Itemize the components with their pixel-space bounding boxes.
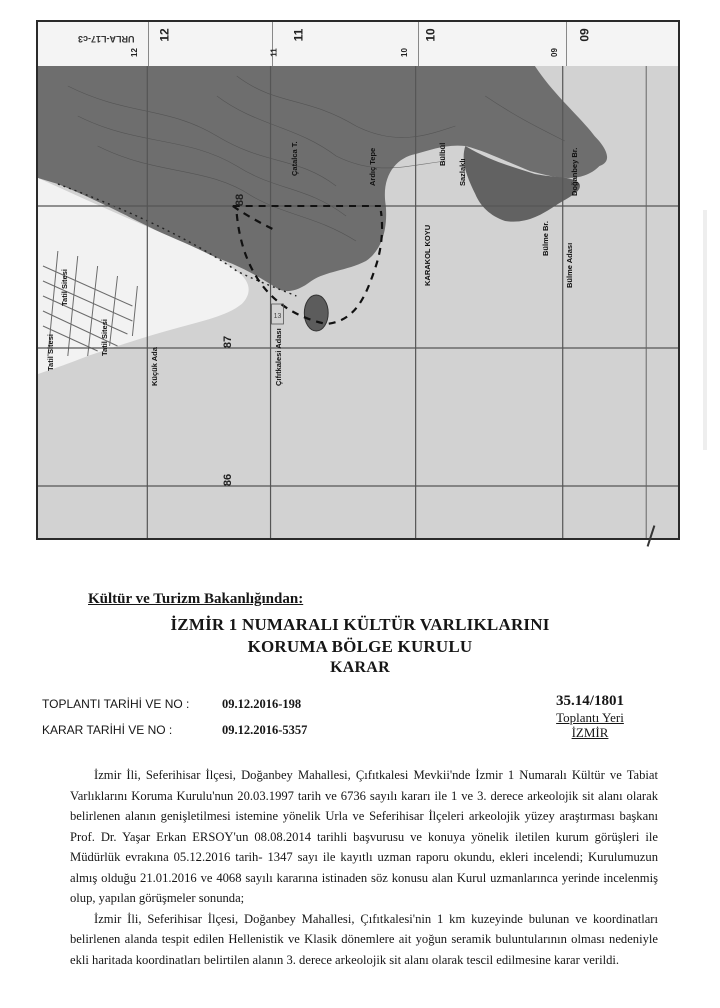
place-label: Çatalca T. xyxy=(290,141,299,176)
place-label: Tatil Sitesi xyxy=(46,334,55,371)
meeting-date-row xyxy=(42,697,302,711)
board-title-line2: KORUMA BÖLGE KURULU xyxy=(247,637,473,656)
meeting-date-value: 09.12.2016-198 xyxy=(222,697,302,711)
meeting-place: İZMİR xyxy=(571,725,609,740)
easting-tick: 10 xyxy=(423,28,438,42)
place-label: Sazlaklı xyxy=(458,158,467,186)
easting-tick-small: 12 xyxy=(129,48,139,57)
topographic-map xyxy=(36,20,680,540)
svg-text:13: 13 xyxy=(273,312,282,321)
meeting-place-label: Toplantı Yeri xyxy=(556,710,624,725)
northing-label: 88 xyxy=(234,193,247,207)
scan-edge-strip xyxy=(703,210,707,450)
decision-title: KARAR xyxy=(330,659,390,676)
northing-label: 87 xyxy=(222,335,235,349)
easting-tick-small: 11 xyxy=(269,48,279,57)
place-label: Tatil Sitesi xyxy=(100,319,109,356)
northing-label: 86 xyxy=(222,473,235,487)
decision-date-value: 09.12.2016-5357 xyxy=(222,723,308,737)
easting-tick: 12 xyxy=(157,28,172,42)
meeting-date-label: TOPLANTI TARİHİ VE NO : xyxy=(42,697,190,711)
map-sheet-header xyxy=(38,22,678,69)
decision-paragraph: İzmir İli, Seferihisar İlçesi, Doğanbey Mahallesi, Çıfıtkalesi'nin 1 km kuzeyinde bulunan ve koordinatları belirlenen alanda tespit edilen Hellenistik ve Klasik dönemlere ait yoğun seramik buluntularının olması nedeniyle ekli haritada koordinatları belirtilen alanın 3. derece arkeolojik sit alanı olarak tescil edilmesine karar verildi. xyxy=(70,911,658,967)
easting-tick-small: 10 xyxy=(399,48,409,57)
place-label: Tatil Sitesi xyxy=(60,269,69,306)
decision-body xyxy=(70,765,658,970)
easting-tick: 09 xyxy=(577,28,592,42)
decision-date-label: KARAR TARİHİ VE NO : xyxy=(42,723,173,737)
map-body xyxy=(38,66,678,540)
reference-number: 35.14/1801 xyxy=(556,693,624,709)
place-label: Bülme Br. xyxy=(541,220,550,256)
board-title-line1: İZMİR 1 NUMARALI KÜLTÜR VARLIKLARINI xyxy=(170,615,550,634)
place-label: Bülbül xyxy=(438,142,447,166)
place-label: KARAKOL KOYU xyxy=(423,224,432,286)
easting-tick-small: 09 xyxy=(549,48,559,57)
easting-tick: 11 xyxy=(291,28,306,42)
place-label: Bülme Adası xyxy=(565,242,574,288)
place-label: Ardıç Tepe xyxy=(368,147,377,186)
place-label: Çıfıtkalesi Adası xyxy=(274,328,283,386)
map-drawing xyxy=(38,66,678,540)
decision-date-row xyxy=(42,723,308,737)
reference-block xyxy=(520,693,660,740)
map-sheet-label: URLA-L17-c3 xyxy=(78,34,135,44)
ministry-heading: Kültür ve Turizm Bakanlığından: xyxy=(88,591,304,607)
decision-paragraph: İzmir İli, Seferihisar İlçesi, Doğanbey Mahallesi, Çıfıtkalesi Mevkii'nde İzmir 1 Numaralı Kültür ve Tabiat Varlıklarını Koruma Kurulu'nun 20.03.1997 tarih ve 6736 sayılı kararı ile 1 ve 3. derece arkeolojik sit alanı olarak belirlenen alanın genişletilmesi istemine yönelik Urla ve Seferihisar İlçeleri arkeolojik yüzey araştırması başkanı Prof. Dr. Yaşar Erkan ERSOY'un 08.08.2014 tarihli başvurusu ve konuya yönelik iletilen kurum görüşleri ile Müdürlük evrakına 05.12.2016 tarih- 1347 sayı ile kayıtlı uzman raporu okundu, ekleri incelendi; Kurulumuzun almış olduğu 21.01.2016 ve 4068 sayılı kararına istinaden söz konusu alan Kurul uzmanlarınca yerinde incelenmiş olup, yapılan görüşmeler sonunda; xyxy=(70,768,658,905)
place-label: Küçük Ada xyxy=(150,347,159,386)
place-label: Doğanbey Br. xyxy=(570,147,579,196)
